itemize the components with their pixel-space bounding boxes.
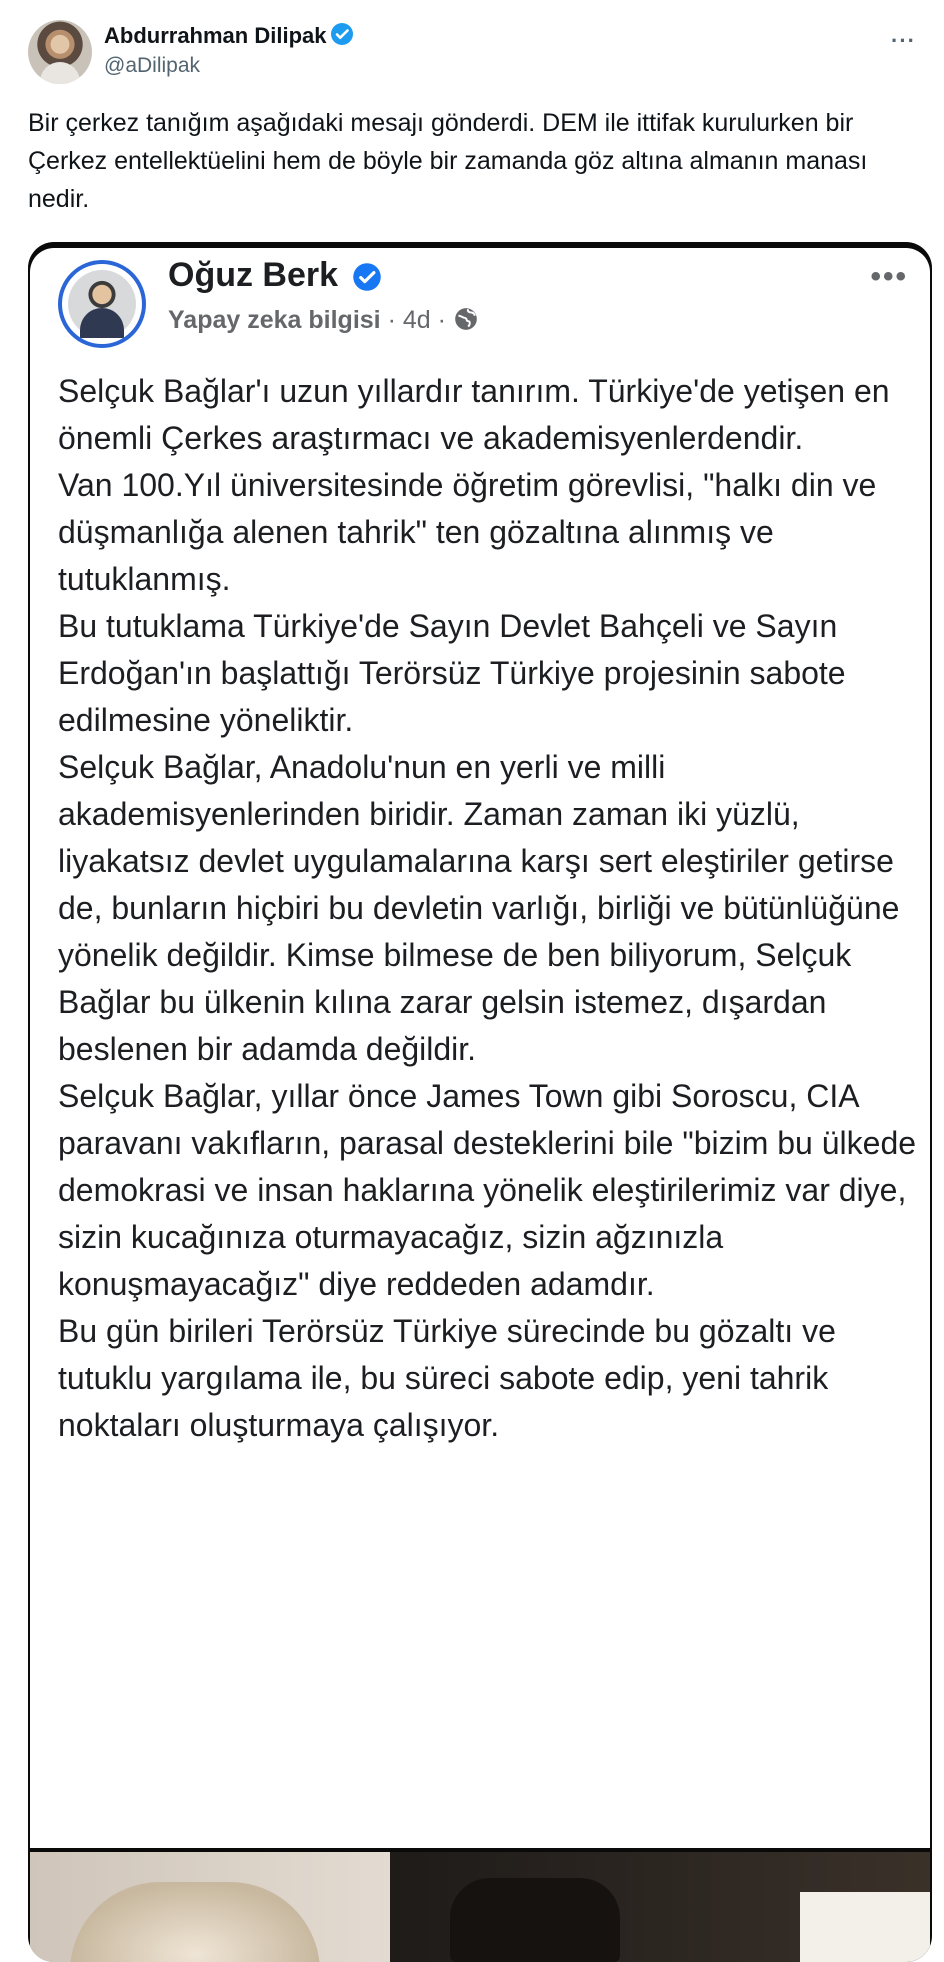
tweet-header — [28, 18, 916, 90]
verified-badge-icon — [330, 22, 354, 52]
post-paragraph: Van 100.Yıl üniversitesinde öğretim görevlisi, "halkı din ve düşmanlığa alenen tahrik" ten gözaltına alınmış ve tutuklanmış. — [58, 467, 877, 597]
embedded-verified-badge-icon — [352, 259, 382, 298]
post-paragraph: Selçuk Bağlar'ı uzun yıllardır tanırım. Türkiye'de yetişen en önemli Çerkes araştırmacı ve akademisyenlerdendir. — [58, 373, 890, 456]
post-paragraph: Selçuk Bağlar, Anadolu'nun en yerli ve milli akademisyenlerinden biridir. Zaman zaman iki yüzlü, liyakatsız devlet uygulamalarına karşı sert eleştiriler getirse de, bunların hiçbiri bu devletin varlığı, birliği ve bütünlüğüne yönelik değildir. Kimse bilmese de ben biliyorum, Selçuk Bağlar bu ülkenin kılına zarar gelsin istemez, dışardan beslenen bir adamda değildir. — [58, 749, 900, 1067]
embedded-post-card — [30, 248, 930, 1848]
post-paragraph: Bu tutuklama Türkiye'de Sayın Devlet Bahçeli ve Sayın Erdoğan'ın başlattığı Terörsüz Türkiye projesinin sabote edilmesine yöneliktir. — [58, 608, 846, 738]
embedded-more-icon: ••• — [870, 260, 908, 293]
post-time: 4d — [402, 306, 431, 334]
embedded-post-body — [58, 368, 918, 1449]
author-name[interactable]: Abdurrahman Dilipak — [104, 22, 354, 52]
globe-icon — [453, 306, 479, 339]
post-paragraph: Selçuk Bağlar, yıllar önce James Town gibi Soroscu, CIA paravanı vakıfların, parasal desteklerini bile "bizim bu ülkede demokrasi ve insan haklarına yönelik eleştirilerimiz var diye, sizin kucağınıza oturmayacağız, sizin ağzınızla konuşmayacağız" diye reddeden adamdır. — [58, 1078, 917, 1302]
embedded-post-photo — [30, 1852, 930, 1962]
post-paragraph: Bu gün birileri Terörsüz Türkiye sürecinde bu gözaltı ve tutuklu yargılama ile, bu süreci sabote edip, yeni tahrik noktaları oluşturmaya çalışıyor. — [58, 1313, 836, 1443]
person-with-hat-image — [450, 1878, 620, 1962]
tweet-text: Bir çerkez tanığım aşağıdaki mesajı gönderdi. DEM ile ittifak kurulurken bir Çerkez entellektüelini hem de böyle bir zamanda göz altına almanın manası nedir. — [28, 109, 868, 213]
avatar[interactable] — [28, 20, 92, 84]
tweet-media[interactable] — [28, 242, 932, 1962]
embedded-post-meta: Yapay zeka bilgisi · 4d · — [168, 306, 479, 339]
embedded-post-avatar — [58, 260, 146, 348]
more-options-icon[interactable]: ··· — [891, 28, 916, 53]
embedded-post-author: Oğuz Berk — [168, 256, 382, 298]
author-handle[interactable]: @aDilipak — [104, 54, 201, 77]
